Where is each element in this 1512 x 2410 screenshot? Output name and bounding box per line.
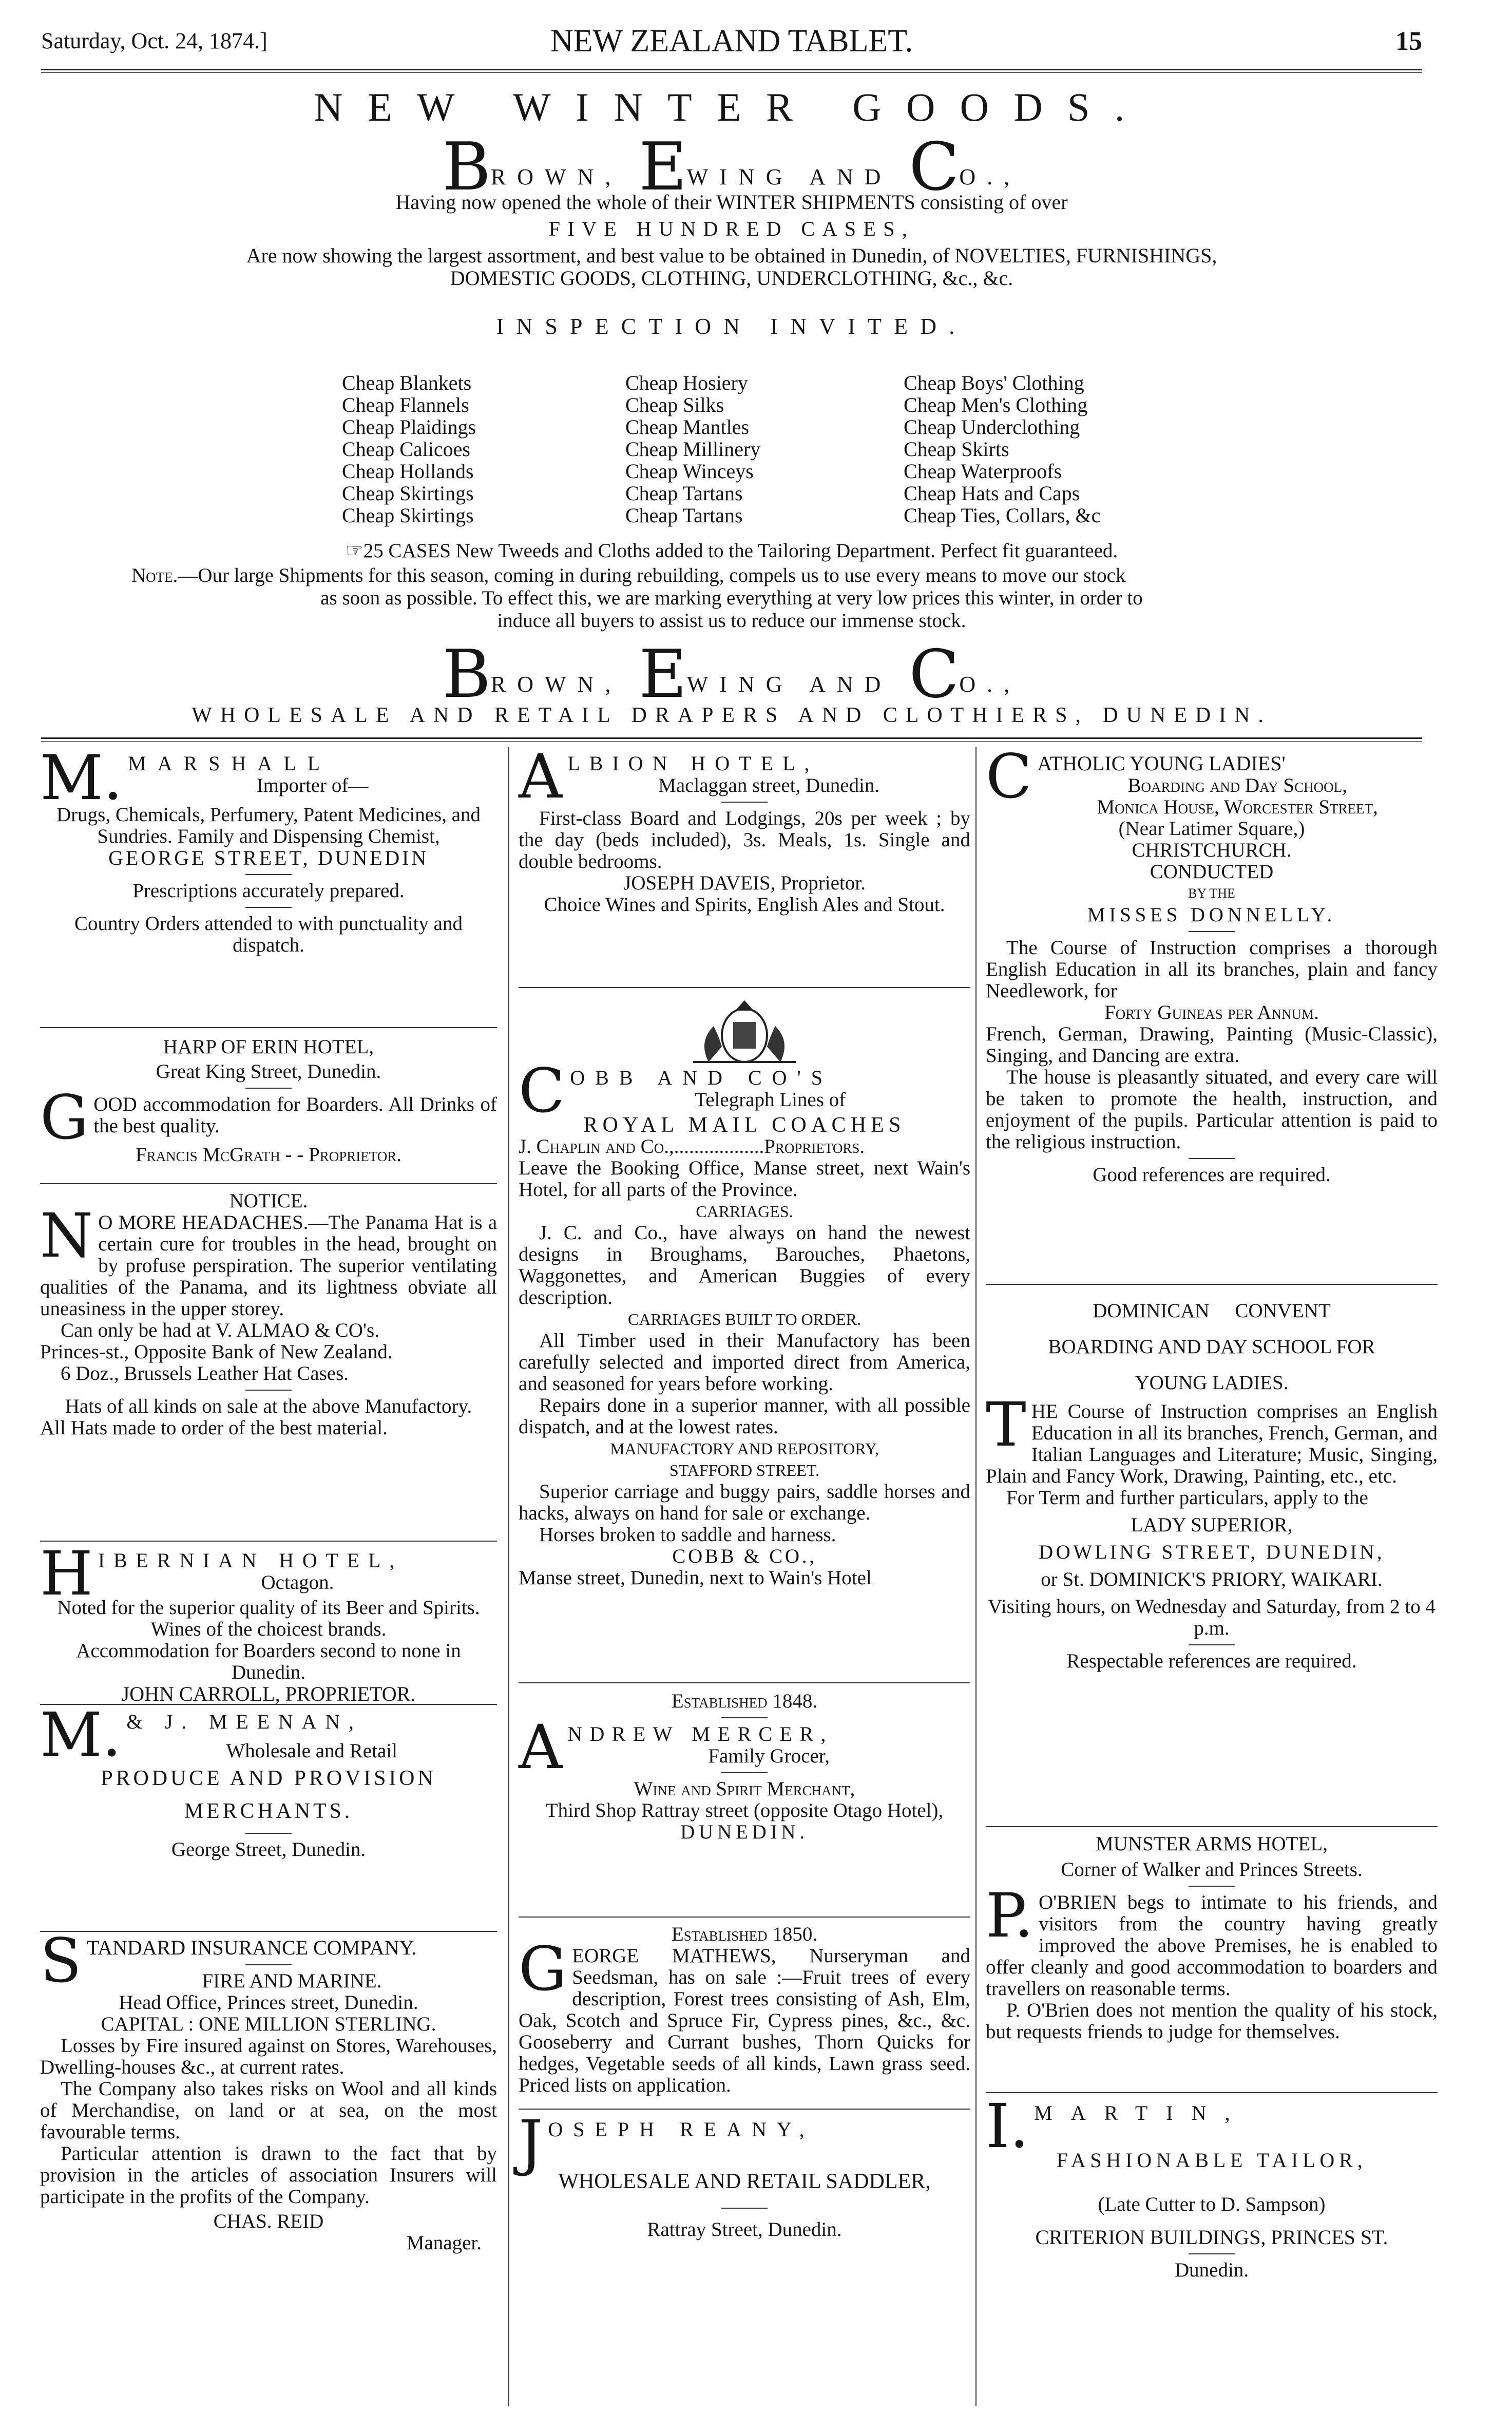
list-item: Cheap Skirtings [342, 482, 474, 505]
note-line-3: induce all buyers to assist us to reduce our immense stock. [497, 610, 966, 632]
list-item: Cheap Winceys [625, 460, 754, 483]
masthead-rule [41, 69, 1422, 73]
list-item: Cheap Hats and Caps [904, 482, 1080, 505]
page-number: 15 [1395, 27, 1422, 56]
goods-categories-line: DOMESTIC GOODS, CLOTHING, UNDERCLOTHING, &c., &c. [450, 267, 1013, 290]
note-line-2: as soon as possible. To effect this, we are marking everything at very low prices this winter, in order to [320, 587, 1143, 609]
list-item: Cheap Flannels [342, 393, 469, 416]
goods-list-column-1 [342, 372, 476, 526]
list-item: Cheap Ties, Collars, &c [904, 504, 1101, 527]
andrew-mercer-ad: Established 1848. ANDREW MERCER, Family Grocer, Wine and Spirit Merchant, Third Shop Rattray street (opposite Otago Hotel), DUNEDIN. [519, 1690, 944, 1843]
goods-list-column-3 [904, 372, 1100, 526]
section-rule [41, 737, 1422, 742]
list-item: Cheap Tartans [625, 482, 743, 505]
panama-hat-notice: NOTICE. N O MORE HEADACHES.—The Panama Hat is a certain cure for troubles in the head, brought on by profuse perspiration. The superior ventilating qualities of the Panama, and its lightness obviate all uneasiness in the upper storey. Can only be had at V. ALMAO & CO's. Princes-st., Opposite Bank of New Zealand. 6 Doz., Brussels Leather Hat Cases. Hats of all kinds on sale at the above Manufactory. All Hats made to order of the best material. [40, 1190, 497, 1439]
list-item: Cheap Millinery [625, 438, 761, 461]
royal-coat-of-arms-icon [678, 995, 811, 1067]
list-item: Cheap Underclothing [904, 415, 1080, 439]
five-hundred-cases: FIVE HUNDRED CASES, [548, 217, 915, 240]
tailoring-line: ☞25 CASES New Tweeds and Cloths added to the Tailoring Department. Perfect fit guaranteed. [345, 540, 1118, 562]
newspaper-title: NEW ZEALAND TABLET. [550, 24, 913, 59]
meenan-ad: M. & J. MEENAN, Wholesale and Retail PRODUCE AND PROVISION MERCHANTS. George Street, Dunedin. [40, 1699, 436, 1861]
column-divider [975, 747, 977, 2406]
list-item: Cheap Skirtings [342, 504, 474, 527]
list-item: Cheap Boys' Clothing [904, 371, 1084, 394]
list-item: Cheap Calicoes [342, 438, 470, 461]
list-item: Cheap Skirts [904, 438, 1009, 461]
martin-tailor-ad: I. MARTIN, FASHIONABLE TAILOR, (Late Cutter to D. Sampson) CRITERION BUILDINGS, PRINCES ST. Dunedin. [986, 2091, 1388, 2281]
list-item: Cheap Tartans [625, 504, 743, 527]
winter-goods-headline: NEW WINTER GOODS. [314, 85, 1150, 129]
firm-name-top: BROWN, EWING AND CO., [442, 129, 1021, 205]
column-divider [508, 747, 509, 2406]
cobb-and-co-ad: COBB AND CO'S Telegraph Lines of ROYAL MAIL COACHES J. Chaplin and Co.,..................Proprietors. Leave the Booking Office, Manse street, next Wain's Hotel, for all parts of the Province. CARRIAGES. J. C. and Co., have always on hand the newest designs in Broughams, Barouches, Phaetons, Waggonettes, and American Buggies of every description. CARRIAGES BUILT TO ORDER. All Timber used in their Manufactory has been carefully selected and imported direct from America, and seasoned for years before working. Repairs done in a superior manner, with all possible dispatch, and at the lowest rates. MANUFACTORY AND REPOSITORY, STAFFORD STREET. Superior carriage and buggy pairs, saddle horses and hacks, always on hand for sale or exchange. Horses broken to saddle and harness. COBB & CO., Manse street, Dunedin, next to Wain's Hotel [519, 995, 970, 1589]
list-item: Cheap Silks [625, 393, 724, 416]
list-item: Cheap Mantles [625, 415, 750, 439]
list-item: Cheap Hosiery [625, 371, 748, 394]
list-item: Cheap Blankets [342, 371, 472, 394]
hibernian-hotel-ad: HIBERNIAN HOTEL, Octagon. Noted for the superior quality of its Beer and Spirits. Wines of the choicest brands. Accommodation for Boarders second to none in Dunedin. JOHN CARROLL, PROPRIETOR. [40, 1538, 480, 1705]
munster-arms-ad: MUNSTER ARMS HOTEL, Corner of Walker and Princes Streets. P. O'BRIEN begs to intimate to his friends, and visitors from the country having greatly improved the above Premises, he is enabled to offer cleanly and good accommodation to boarders and travellers on reasonable terms. P. O'Brien does not mention the quality of his stock, but requests friends to judge for themselves. [986, 1833, 1438, 2043]
marshall-ad: M. MARSHALL Importer of— Drugs, Chemicals, Perfumery, Patent Medicines, and Sundries. Family and Dispensing Chemist, GEORGE STREET, DUNEDIN Prescriptions accurately prepared. Country Orders attended to with punctuality and dispatch. [40, 743, 481, 956]
harp-of-erin-ad: HARP OF ERIN HOTEL, Great King Street, Dunedin. GOOD accommodation for Boarders. All Drinks of the best quality. Francis McGrath - - Proprietor. [40, 1036, 497, 1166]
list-item: Cheap Hollands [342, 460, 474, 483]
catholic-ladies-school-ad: CATHOLIC YOUNG LADIES' Boarding and Day School, Monica House, Worcester Street, (Near Latimer Square,) CHRISTCHURCH. CONDUCTED BY THE MISSES DONNELLY. The Course of Instruction comprises a thorough English Education in all its branches, plain and fancy Needlework, for Forty Guineas per Annum. French, German, Drawing, Painting (Music-Classic), Singing, and Dancing are extra. The house is pleasantly situated, and every care will be taken to promote the health, instruction, and enjoyment of the pupils. Particular attention is paid to the religious instruction. Good references are required. [986, 741, 1438, 1186]
assortment-line: Are now showing the largest assortment, and best value to be obtained in Dunedin, of NOVELTIES, FURNISHINGS, [246, 244, 1217, 267]
shipments-line: Having now opened the whole of their WINTER SHIPMENTS consisting of over [395, 191, 1068, 214]
note-line-1: Note.—Our large Shipments for this season, coming in during rebuilding, compels us to use every means to move our stock [131, 564, 1126, 586]
goods-list-column-2 [625, 372, 760, 526]
issue-date: Saturday, Oct. 24, 1874.] [41, 28, 267, 53]
joseph-reany-ad: JOSEPH REANY, WHOLESALE AND RETAIL SADDLER, Rattray Street, Dunedin. [519, 2107, 931, 2241]
standard-insurance-ad: STANDARD INSURANCE COMPANY. FIRE AND MARINE. Head Office, Princes street, Dunedin. CAPITAL : ONE MILLION STERLING. Losses by Fire insured against on Stores, Warehouses, Dwelling-houses &c., at current rates. The Company also takes risks on Wool and all kinds of Merchandise, on land or at sea, on the most favourable terms. Particular attention is drawn to the fact that by provision in the articles of association Insurers will participate in the profits of the Company. CHAS. REID Manager. [40, 1925, 497, 2254]
albion-hotel-ad: ALBION HOTEL, Maclaggan street, Dunedin. First-class Board and Lodgings, 20s per week ; by the day (beds included), 3s. Meals, 1s. Single and double bedrooms. JOSEPH DAVEIS, Proprietor. Choice Wines and Spirits, English Ales and Stout. [519, 741, 970, 916]
list-item: Cheap Plaidings [342, 415, 476, 439]
george-mathews-ad: Established 1850. GEORGE MATHEWS, Nurseryman and Seedsman, has on sale :—Fruit trees of every description, Forest trees consisting of Ash, Elm, Oak, Scotch and Spruce Fir, Cypress pines, &c., &c. Gooseberry and Currant bushes, Thorn Quicks for hedges, Vegetable seeds of all kinds, Lawn grass seed. Priced lists on application. [519, 1923, 970, 2096]
firm-name-bottom: BROWN, EWING AND CO., [442, 636, 1021, 713]
dominican-convent-ad: DOMINICAN CONVENT BOARDING AND DAY SCHOOL FOR YOUNG LADIES. THE Course of Instruction comprises an English Education in all its branches, French, German, and Italian Languages and Literature; Music, Singing, Plain and Fancy Work, Drawing, Painting, etc., etc. For Term and further particulars, apply to the LADY SUPERIOR, DOWLING STREET, DUNEDIN, or St. DOMINICK'S PRIORY, WAIKARI. Visiting hours, on Wednesday and Saturday, from 2 to 4 p.m. Respectable references are required. [986, 1300, 1438, 1672]
wholesale-retail-footer: WHOLESALE AND RETAIL DRAPERS AND CLOTHIERS, DUNEDIN. [192, 704, 1272, 727]
list-item: Cheap Waterproofs [904, 460, 1062, 483]
inspection-invited: INSPECTION INVITED. [496, 314, 967, 339]
list-item: Cheap Men's Clothing [904, 393, 1088, 416]
masthead [41, 24, 1422, 65]
